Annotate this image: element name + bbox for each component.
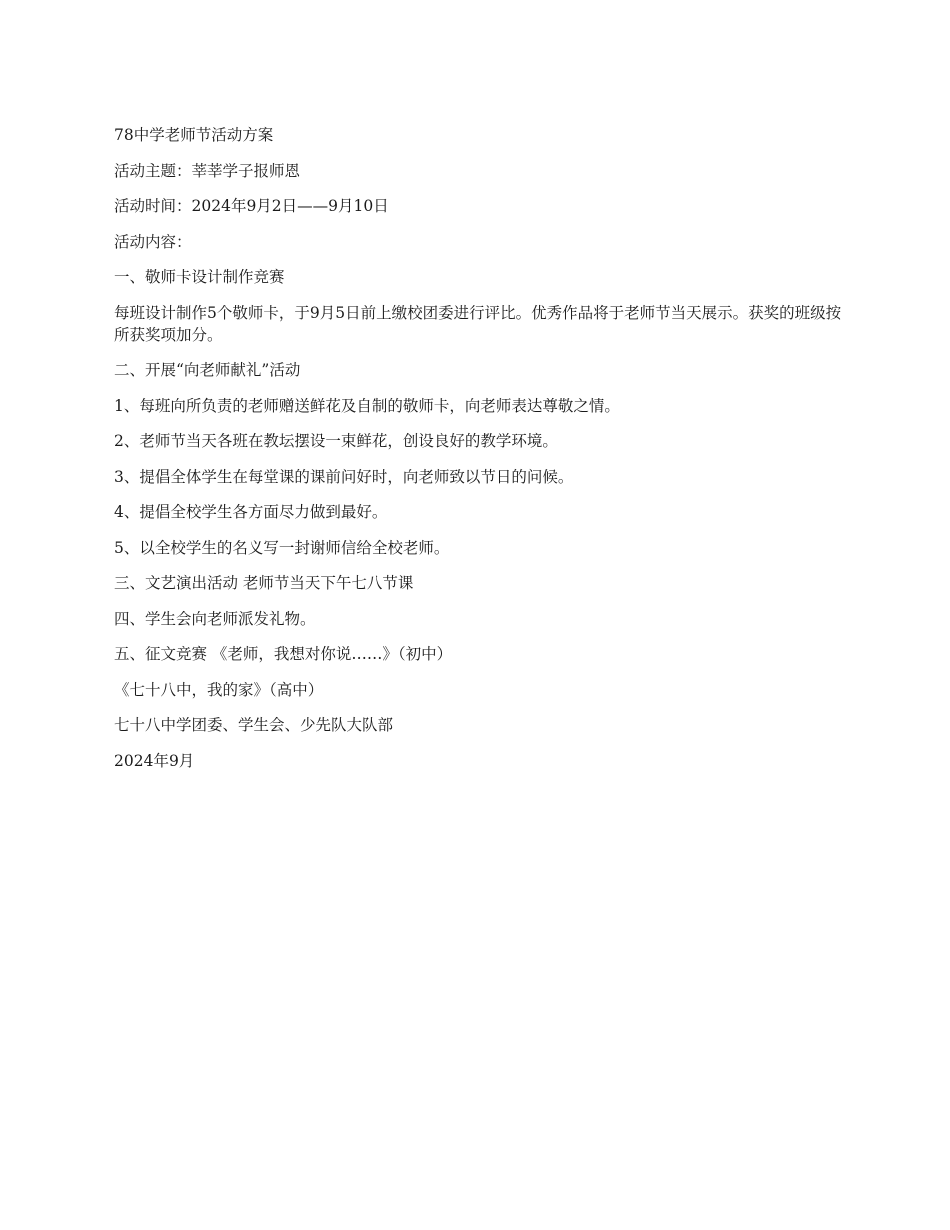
section-4: 四、学生会向老师派发礼物。 bbox=[114, 609, 316, 628]
activity-theme: 活动主题：莘莘学子报师恩 bbox=[114, 161, 301, 180]
document-title: 78中学老师节活动方案 bbox=[114, 126, 274, 144]
section-2-title: 二、开展“向老师献礼”活动 bbox=[114, 361, 301, 379]
section-1-title: 一、敬师卡设计制作竞赛 bbox=[114, 268, 285, 286]
section-2-item: 2、老师节当天各班在教坛摆设一束鲜花，创设良好的教学环境。 bbox=[114, 432, 558, 450]
section-3: 三、文艺演出活动 老师节当天下午七八节课 bbox=[114, 574, 414, 592]
activity-time: 活动时间：2024年9月2日——9月10日 bbox=[114, 197, 389, 215]
section-2-item: 3、提倡全体学生在每堂课的课前问好时，向老师致以节日的问候。 bbox=[114, 467, 574, 486]
section-5: 五、征文竞赛 《老师，我想对你说……》（初中） bbox=[114, 645, 453, 663]
activity-content-heading: 活动内容： bbox=[114, 232, 192, 251]
signature-organization: 七十八中学团委、学生会、少先队大队部 bbox=[114, 716, 394, 734]
section-1-body: 每班设计制作5个敬师卡，于9月5日前上缴校团委进行评比。优秀作品将于老师节当天展示。获奖的班级按所获奖项加分。 bbox=[114, 303, 842, 344]
document-page bbox=[114, 124, 844, 785]
section-2-item: 5、以全校学生的名义写一封谢师信给全校老师。 bbox=[114, 538, 450, 557]
signature-date: 2024年9月 bbox=[114, 751, 195, 770]
section-2-item: 1、每班向所负责的老师赠送鲜花及自制的敬师卡，向老师表达尊敬之情。 bbox=[114, 396, 620, 415]
section-5-line-2: 《七十八中，我的家》（高中） bbox=[114, 680, 324, 699]
section-2-item: 4、提倡全校学生各方面尽力做到最好。 bbox=[114, 503, 388, 521]
